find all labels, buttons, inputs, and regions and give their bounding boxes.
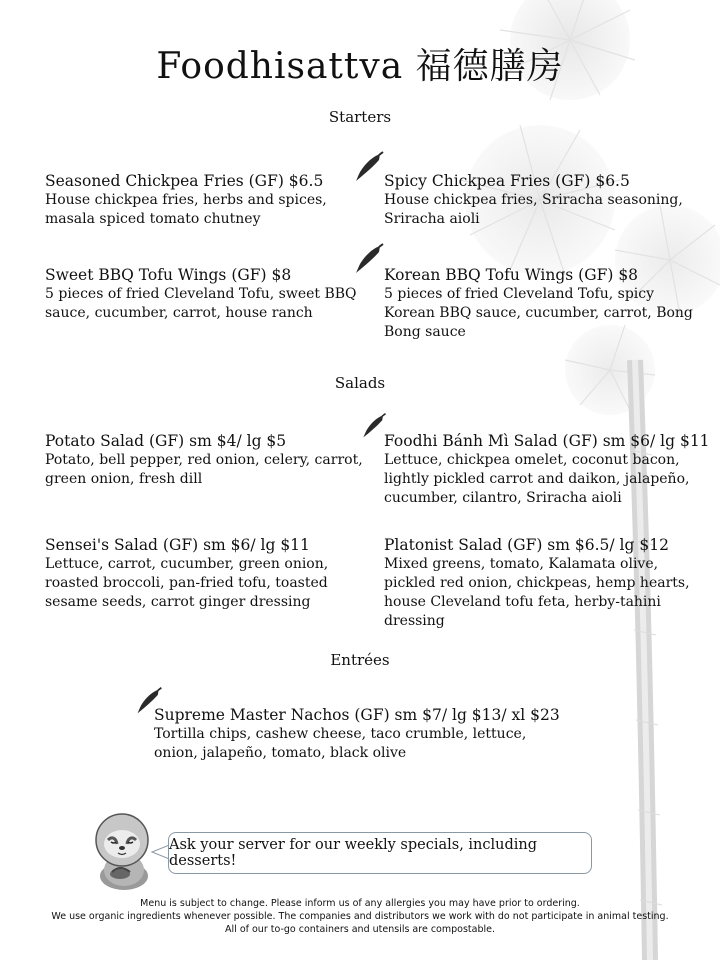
item-description: House chickpea fries, Sriracha seasoning, Sriracha aioli	[384, 192, 683, 227]
footer-notes	[0, 897, 720, 936]
menu-item	[45, 172, 365, 229]
item-name: Seasoned Chickpea Fries (GF) $6.5	[45, 172, 324, 190]
item-description: Potato, bell pepper, red onion, celery, carrot, green onion, fresh dill	[45, 452, 363, 487]
section-heading-starters: Starters	[328, 108, 392, 126]
footer-line: We use organic ingredients whenever possible. The companies and distributors we work with do not participate in animal testing.	[51, 911, 669, 922]
item-description: 5 pieces of fried Cleveland Tofu, sweet BBQ sauce, cucumber, carrot, house ranch	[45, 286, 357, 321]
item-description: Lettuce, chickpea omelet, coconut bacon, lightly pickled carrot and daikon, jalapeño, cucumber, cilantro, Sriracha aioli	[384, 452, 690, 506]
item-name: Platonist Salad (GF) sm $6.5/ lg $12	[384, 536, 669, 554]
menu-item	[45, 432, 365, 489]
menu-item	[384, 432, 714, 508]
menu-item	[384, 266, 704, 342]
section-heading-salads: Salads	[334, 374, 386, 392]
item-name: Sensei's Salad (GF) sm $6/ lg $11	[45, 536, 310, 554]
chili-pepper-icon	[352, 242, 386, 276]
specials-speech-bubble	[168, 832, 592, 874]
section-heading-entrees: Entrées	[330, 651, 390, 669]
item-name: Korean BBQ Tofu Wings (GF) $8	[384, 266, 639, 284]
item-description: House chickpea fries, herbs and spices, masala spiced tomato chutney	[45, 192, 327, 227]
chili-pepper-icon	[352, 150, 386, 184]
menu-item	[45, 266, 365, 323]
item-name: Spicy Chickpea Fries (GF) $6.5	[384, 172, 630, 190]
footer-line: Menu is subject to change. Please inform us of any allergies you may have prior to ordering.	[140, 898, 580, 909]
menu-item	[384, 536, 704, 631]
item-description: Tortilla chips, cashew cheese, taco crumble, lettuce, onion, jalapeño, tomato, black olive	[154, 726, 527, 761]
item-description: Lettuce, carrot, cucumber, green onion, roasted broccoli, pan-fried tofu, toasted sesame seeds, carrot ginger dressing	[45, 556, 329, 610]
item-description: 5 pieces of fried Cleveland Tofu, spicy Korean BBQ sauce, cucumber, carrot, Bong Bong sauce	[384, 286, 693, 340]
item-name: Sweet BBQ Tofu Wings (GF) $8	[45, 266, 292, 284]
menu-item	[45, 536, 365, 612]
item-name: Supreme Master Nachos (GF) sm $7/ lg $13/ xl $23	[154, 706, 560, 724]
menu-item	[154, 706, 574, 763]
item-name: Potato Salad (GF) sm $4/ lg $5	[45, 432, 287, 450]
footer-line: All of our to-go containers and utensils are compostable.	[225, 924, 495, 935]
item-name: Foodhi Bánh Mì Salad (GF) sm $6/ lg $11	[384, 432, 710, 450]
page-title: Foodhisattva 福德膳房	[156, 46, 564, 87]
item-description: Mixed greens, tomato, Kalamata olive, pickled red onion, chickpeas, hemp hearts, house Cleveland tofu feta, herby-tahini dressing	[384, 556, 690, 629]
specials-text: Ask your server for our weekly specials, including desserts!	[169, 837, 538, 869]
menu-item	[384, 172, 704, 229]
